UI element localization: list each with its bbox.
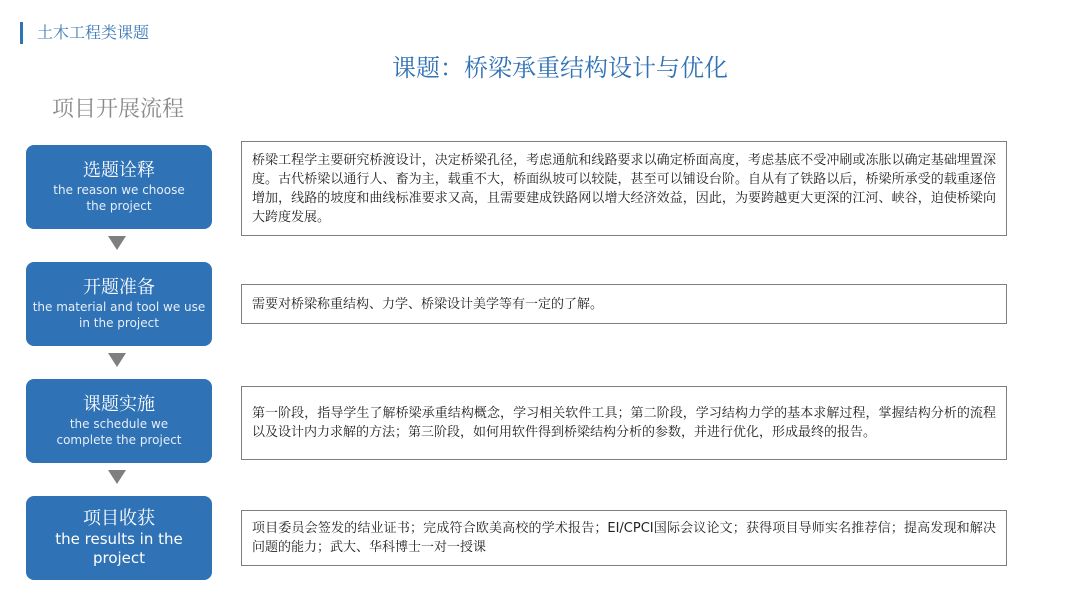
step-title-en: the schedule we complete the project bbox=[56, 417, 182, 447]
step-description-reason bbox=[241, 141, 1007, 236]
down-arrow-icon bbox=[108, 353, 126, 367]
step-description-text: 需要对桥梁称重结构、力学、桥梁设计美学等有一定的了解。 bbox=[252, 296, 604, 312]
step-description-text: 项目委员会签发的结业证书；完成符合欧美高校的学术报告；EI/CPCI国际会议论文；获得项目导师实名推荐信；提高发现和解决问题的能力；武大、华科博士一对一授课 bbox=[252, 521, 996, 555]
step-title-zh: 课题实施 bbox=[83, 394, 155, 415]
step-description-implementation bbox=[241, 386, 1007, 460]
category-label: 土木工程类课题 bbox=[20, 22, 149, 44]
step-box-implementation bbox=[26, 379, 212, 463]
step-title-zh: 开题准备 bbox=[83, 277, 155, 298]
down-arrow-icon bbox=[108, 470, 126, 484]
page-title: 课题：桥梁承重结构设计与优化 bbox=[392, 54, 728, 82]
step-title-zh: 选题诠释 bbox=[83, 160, 155, 181]
step-box-reason bbox=[26, 145, 212, 229]
step-description-text: 桥梁工程学主要研究桥渡设计，决定桥梁孔径，考虑通航和线路要求以确定桥面高度，考虑基底不受冲刷或冻胀以确定基础埋置深度。古代桥梁以通行人、畜为主，载重不大，桥面纵坡可以较陡，甚至可以铺设台阶。自从有了铁路以后，桥梁所承受的载重逐倍增加，线路的坡度和曲线标准要求又高，且需要建成铁路网以增大经济效益，因此，为要跨越更大更深的江河、峡谷，迫使桥梁向大跨度发展。 bbox=[252, 152, 996, 225]
step-box-preparation bbox=[26, 262, 212, 346]
down-arrow-icon bbox=[108, 236, 126, 250]
step-box-results bbox=[26, 496, 212, 580]
step-description-text: 第一阶段，指导学生了解桥梁承重结构概念，学习相关软件工具；第二阶段，学习结构力学的基本求解过程，掌握结构分析的流程以及设计内力求解的方法；第三阶段，如何用软件得到桥梁结构分析的参数，并进行优化，形成最终的报告。 bbox=[252, 406, 996, 440]
step-title-zh: 项目收获 bbox=[83, 508, 155, 529]
step-title-en: the reason we choose the project bbox=[53, 183, 185, 213]
step-description-preparation bbox=[241, 284, 1007, 324]
section-title: 项目开展流程 bbox=[52, 97, 185, 122]
step-description-results bbox=[241, 510, 1007, 566]
step-title-en: the results in the project bbox=[55, 530, 183, 567]
step-title-en: the material and tool we use in the project bbox=[32, 300, 206, 330]
